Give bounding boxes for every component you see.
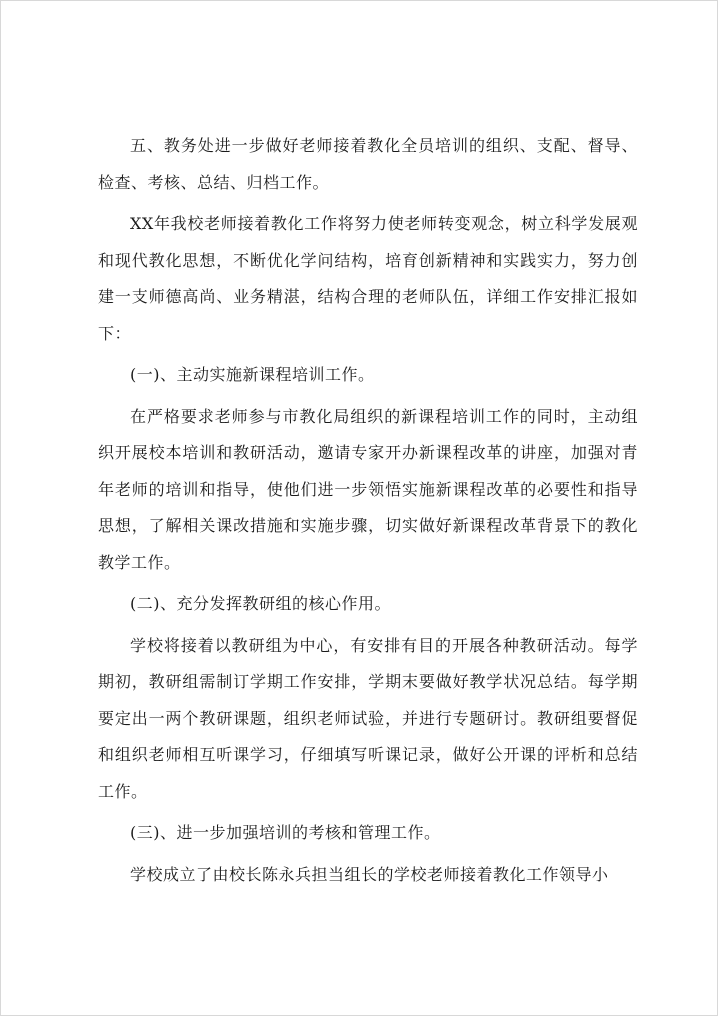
document-body	[98, 128, 638, 898]
paragraph-section-five: 五、教务处进一步做好老师接着教化全员培训的组织、支配、督导、检查、考核、总结、归档工作。	[98, 136, 638, 192]
paragraph-intro: XX年我校老师接着教化工作将努力使老师转变观念，树立科学发展观和现代教化思想，不断优化学问结构，培育创新精神和实践实力，努力创建一支师德高尚、业务精湛，结构合理的老师队伍，详细工作安排汇报如下：	[98, 214, 638, 343]
paragraph-item-three: 学校成立了由校长陈永兵担当组长的学校老师接着教化工作领导小	[130, 864, 609, 884]
paragraph-item-two: 学校将接着以教研组为中心，有安排有目的开展各种教研活动。每学期初，教研组需制订学期工作安排，学期末要做好教学状况总结。每学期要定出一两个教研课题，组织老师试验，并进行专题研讨。教研组要督促和组织老师相互听课学习，仔细填写听课记录，做好公开课的评析和总结工作。	[98, 635, 638, 801]
heading-item-two: (二)、充分发挥教研组的核心作用。	[130, 594, 391, 613]
paragraph-item-one: 在严格要求老师参与市教化局组织的新课程培训工作的同时，主动组织开展校本培训和教研活动，邀请专家开办新课程改革的讲座，加强对青年老师的培训和指导，使他们进一步领悟实施新课程改革的必要性和指导思想，了解相关课改措施和实施步骤，切实做好新课程改革背景下的教化教学工作。	[98, 406, 638, 572]
heading-item-one: (一)、主动实施新课程培训工作。	[130, 365, 375, 384]
heading-item-three: (三)、进一步加强培训的考核和管理工作。	[130, 823, 441, 842]
